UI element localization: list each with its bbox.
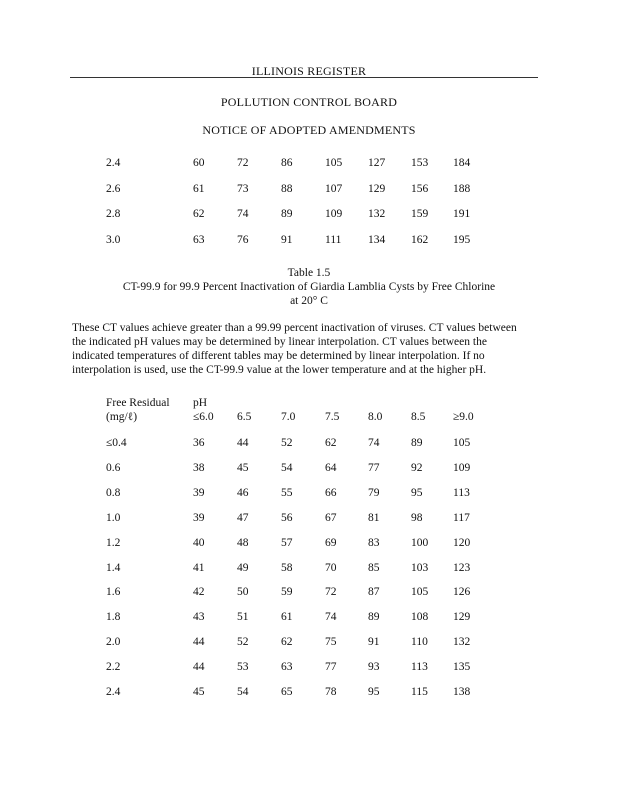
ph-column-header: ≥9.0 [453,411,474,423]
table-caption-temperature: at 20° C [290,295,328,307]
row-label-cell: 2.0 [106,636,121,649]
ct-value-cell: 60 [193,157,205,169]
paragraph-line: indicated temperatures of different tables may be determined by linear interpolation. If no [72,350,485,362]
ct-value-cell: 44 [193,661,205,674]
ct-value-cell: 87 [368,586,380,599]
ct-value-cell: 38 [193,461,205,474]
ph-column-header: 7.5 [325,411,340,423]
ph-column-header: ≤6.0 [193,411,214,423]
ct-value-cell: 159 [411,208,429,220]
ct-value-cell: 105 [325,157,343,169]
ct-value-cell: 153 [411,157,429,169]
free-residual-header: Free Residual [106,397,170,409]
row-label-cell: ≤0.4 [106,437,127,449]
ph-header: pH [193,397,208,409]
table-caption-number: Table 1.5 [287,267,331,279]
table-row [0,234,618,250]
ct-value-cell: 83 [368,536,380,549]
ct-value-cell: 92 [411,461,423,474]
ct-value-cell: 89 [368,611,380,624]
ct-value-cell: 62 [193,208,205,220]
ct-value-cell: 95 [411,486,423,499]
row-label-cell: 2.2 [106,661,121,674]
ct-value-cell: 58 [281,561,293,574]
row-label-cell: 0.6 [106,461,121,474]
ct-value-cell: 93 [368,661,380,674]
ct-value-cell: 126 [453,586,471,599]
table-caption-title: CT-99.9 for 99.9 Percent Inactivation of Giardia Lamblia Cysts by Free Chlorine [122,281,496,293]
ct-value-cell: 103 [411,561,429,574]
ct-value-cell: 45 [193,686,205,698]
ct-value-cell: 132 [453,636,471,649]
paragraph-line: the indicated pH values may be determined by linear interpolation. CT values between the [72,336,487,348]
ct-value-cell: 123 [453,561,471,574]
ct-value-cell: 115 [411,686,428,698]
ct-value-cell: 108 [411,611,429,624]
row-label-cell: 2.4 [106,686,121,698]
ct-value-cell: 55 [281,486,293,499]
table-row [0,562,618,578]
ct-value-cell: 89 [411,437,423,449]
ct-value-cell: 66 [325,486,337,499]
row-label-cell: 2.4 [106,157,121,169]
ct-value-cell: 39 [193,486,205,499]
ct-value-cell: 42 [193,586,205,599]
table-row [0,661,618,677]
ct-value-cell: 72 [325,586,337,599]
row-label-cell: 2.6 [106,182,121,195]
ct-value-cell: 77 [368,461,380,474]
ph-column-header: 8.0 [368,411,383,423]
ct-value-cell: 113 [411,661,428,674]
table-row [0,487,618,503]
ct-value-cell: 107 [325,182,343,195]
ct-value-cell: 72 [237,157,249,169]
notice-title: NOTICE OF ADOPTED AMENDMENTS [202,123,416,137]
ct-value-cell: 74 [325,611,337,624]
ct-value-cell: 62 [281,636,293,649]
ct-value-cell: 48 [237,536,249,549]
ct-value-cell: 195 [453,233,471,246]
ph-header-row [0,411,618,427]
ct-value-cell: 76 [237,233,249,246]
row-label-cell: 2.8 [106,208,121,220]
ct-value-cell: 49 [237,561,249,574]
row-label-cell: 0.8 [106,486,121,499]
ct-value-cell: 59 [281,586,293,599]
ct-value-cell: 74 [368,437,380,449]
register-title: ILLINOIS REGISTER [251,64,367,78]
ct-value-cell: 52 [237,636,249,649]
ct-value-cell: 110 [411,636,428,649]
ct-value-cell: 184 [453,157,471,169]
ct-value-cell: 162 [411,233,429,246]
ct-value-cell: 47 [237,511,249,524]
ph-column-header: 6.5 [237,411,252,423]
table-row [0,208,618,224]
row-label-cell: 1.8 [106,611,121,624]
ct-value-cell: 44 [193,636,205,649]
ct-value-cell: 73 [237,182,249,195]
table-row [0,537,618,553]
ct-value-cell: 62 [325,437,337,449]
table-row [0,157,618,173]
ct-value-cell: 132 [368,208,386,220]
table-row [0,183,618,199]
ct-value-cell: 129 [368,182,386,195]
row-label-cell: 1.4 [106,561,121,574]
ph-column-header: 8.5 [411,411,426,423]
ct-value-cell: 40 [193,536,205,549]
ct-value-cell: 109 [325,208,343,220]
board-title: POLLUTION CONTROL BOARD [220,95,398,109]
ct-value-cell: 98 [411,511,423,524]
ct-value-cell: 113 [453,486,470,499]
ct-value-cell: 88 [281,182,293,195]
ct-value-cell: 120 [453,536,471,549]
ct-value-cell: 74 [237,208,249,220]
ct-value-cell: 65 [281,686,293,698]
table-row [0,586,618,602]
ct-value-cell: 111 [325,233,342,246]
ct-value-cell: 127 [368,157,386,169]
ct-value-cell: 54 [281,461,293,474]
ct-value-cell: 91 [281,233,293,246]
ct-value-cell: 44 [237,437,249,449]
units-header: (mg/ℓ) [106,411,138,423]
ct-value-cell: 81 [368,511,380,524]
ct-value-cell: 117 [453,511,470,524]
table-row [0,437,618,453]
ct-value-cell: 89 [281,208,293,220]
ct-value-cell: 53 [237,661,249,674]
ct-value-cell: 91 [368,636,380,649]
ct-value-cell: 105 [411,586,429,599]
ct-value-cell: 36 [193,437,205,449]
ct-value-cell: 95 [368,686,380,698]
ct-value-cell: 109 [453,461,471,474]
ct-value-cell: 75 [325,636,337,649]
ct-value-cell: 61 [193,182,205,195]
ct-value-cell: 69 [325,536,337,549]
ct-value-cell: 70 [325,561,337,574]
ct-value-cell: 138 [453,686,471,698]
ct-value-cell: 67 [325,511,337,524]
ct-value-cell: 63 [281,661,293,674]
ct-value-cell: 57 [281,536,293,549]
ct-value-cell: 191 [453,208,471,220]
ph-column-header: 7.0 [281,411,296,423]
ct-value-cell: 52 [281,437,293,449]
ct-value-cell: 77 [325,661,337,674]
ct-value-cell: 41 [193,561,205,574]
ct-value-cell: 61 [281,611,293,624]
ct-value-cell: 100 [411,536,429,549]
paragraph-line: These CT values achieve greater than a 99.99 percent inactivation of viruses. CT values between [72,322,517,334]
row-label-cell: 3.0 [106,233,121,246]
table-row [0,462,618,478]
ct-value-cell: 39 [193,511,205,524]
ct-value-cell: 78 [325,686,337,698]
ct-value-cell: 85 [368,561,380,574]
ct-value-cell: 135 [453,661,471,674]
ct-value-cell: 56 [281,511,293,524]
table-row [0,636,618,652]
ct-value-cell: 46 [237,486,249,499]
ct-value-cell: 105 [453,437,471,449]
ct-value-cell: 54 [237,686,249,698]
ct-value-cell: 79 [368,486,380,499]
row-label-cell: 1.0 [106,511,121,524]
ct-value-cell: 134 [368,233,386,246]
ct-value-cell: 63 [193,233,205,246]
ct-value-cell: 188 [453,182,471,195]
table-row [0,611,618,627]
ct-value-cell: 64 [325,461,337,474]
row-label-cell: 1.6 [106,586,121,599]
ct-value-cell: 86 [281,157,293,169]
ct-value-cell: 156 [411,182,429,195]
table-row [0,686,618,702]
ct-value-cell: 43 [193,611,205,624]
ct-value-cell: 51 [237,611,249,624]
paragraph-line: interpolation is used, use the CT-99.9 value at the lower temperature and at the higher pH. [72,364,487,376]
ct-value-cell: 129 [453,611,471,624]
ct-value-cell: 45 [237,461,249,474]
header-rule [70,77,538,78]
table-row [0,512,618,528]
row-label-cell: 1.2 [106,536,121,549]
ct-value-cell: 50 [237,586,249,599]
